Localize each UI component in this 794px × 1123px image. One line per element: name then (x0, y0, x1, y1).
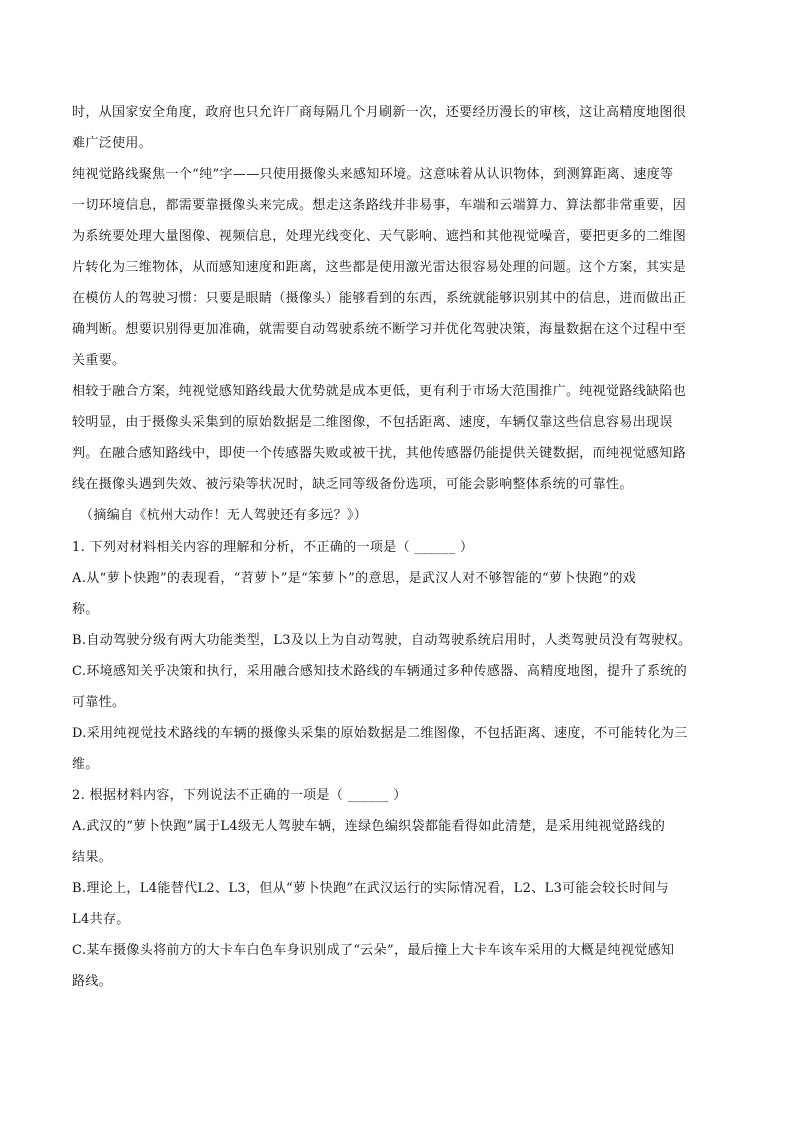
paragraph-line: 片转化为三维物体，从而感知速度和距离，这些都是使用激光雷达很容易处理的问题。这个方案，其实是 (72, 260, 687, 275)
q2-option-b: B.理论上，L4能替代L2、L3，但从“萝卜快跑”在武汉运行的实际情况看，L2、L3可能会较长时间与 (72, 881, 669, 896)
q1-option-d: D.采用纯视觉技术路线的车辆的摄像头采集的原始数据是二维图像，不包括距离、速度，不可能转化为三 (72, 726, 688, 741)
q2-option-a: A.武汉的“萝卜快跑”属于L4级无人驾驶车辆，连绿色编织袋都能看得如此清楚，是采用纯视觉路线的 (72, 819, 666, 834)
q2-option-c: C.某车摄像头将前方的大卡车白色车身识别成了“云朵”，最后撞上大卡车该车采用的大概是纯视觉感知 (72, 943, 675, 958)
paragraph-line: 关重要。 (72, 353, 126, 368)
q2-option-a-cont: 结果。 (72, 850, 113, 865)
paragraph-line: 相较于融合方案，纯视觉感知路线最大优势就是成本更低，更有利于市场大范围推广。纯视觉路线缺陷也 (72, 384, 687, 399)
question-1-stem: 1. 下列对材料相关内容的理解和分析，不正确的一项是（ ______ ） (72, 540, 474, 555)
paragraph-line: 判。在融合感知路线中，即使一个传感器失败或被干扰，其他传感器仍能提供关键数据，而纯视觉感知路 (72, 446, 687, 461)
q1-option-a: A.从“萝卜快跑”的表现看，“苕萝卜”是“笨萝卜”的意思，是武汉人对不够智能的“萝卜快跑”的戏 (72, 571, 637, 586)
paragraph-line: 为系统要处理大量图像、视频信息，处理光线变化、天气影响、遮挡和其他视觉噪音，要把更多的二维图 (72, 229, 687, 244)
q1-option-c: C.环境感知关乎决策和执行，采用融合感知技术路线的车辆通过多种传感器、高精度地图，提升了系统的 (72, 664, 688, 679)
paragraph-line: 在模仿人的驾驶习惯：只要是眼睛（摄像头）能够看到的东西，系统就能够识别其中的信息，进而做出正 (72, 291, 687, 306)
source-citation: （摘编自《杭州大动作！无人驾驶还有多远？》） (80, 508, 368, 523)
question-2-stem: 2. 根据材料内容，下列说法不正确的一项是（ ______ ） (72, 788, 407, 803)
paragraph-line: 线在摄像头遇到失效、被污染等状况时，缺乏同等级备份选项，可能会影响整体系统的可靠性。 (72, 477, 633, 492)
paragraph-line: 难广泛使用。 (72, 136, 153, 151)
paragraph-line: 较明显，由于摄像头采集到的原始数据是二维图像，不包括距离、速度，车辆仅靠这些信息容易出现误 (72, 415, 673, 430)
paragraph-line: 确判断。想要识别得更加准确，就需要自动驾驶系统不断学习并优化驾驶决策，海量数据在这个过程中至 (72, 322, 687, 337)
q1-option-a-cont: 称。 (72, 602, 99, 617)
paragraph-line: 纯视觉路线聚焦一个“纯”字——只使用摄像头来感知环境。这意味着从认识物体，到测算距离、速度等 (72, 167, 674, 182)
q1-option-d-cont: 维。 (72, 757, 99, 772)
paragraph-line: 一切环境信息，都需要靠摄像头来完成。想走这条路线并非易事，车端和云端算力、算法都非常重要，因 (72, 198, 687, 213)
q1-option-b: B.自动驾驶分级有两大功能类型，L3及以上为自动驾驶，自动驾驶系统启用时，人类驾驶员没有驾驶权。 (72, 633, 692, 648)
q2-option-b-cont: L4共存。 (72, 912, 130, 927)
q1-option-c-cont: 可靠性。 (72, 695, 126, 710)
q2-option-c-cont: 路线。 (72, 974, 113, 989)
paragraph-line: 时，从国家安全角度，政府也只允许厂商每隔几个月刷新一次，还要经历漫长的审核，这让高精度地图很 (72, 105, 687, 120)
